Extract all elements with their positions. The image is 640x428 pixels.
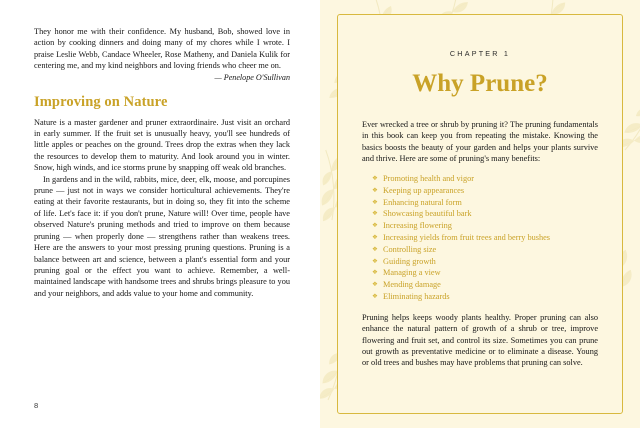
benefits-list: [362, 173, 598, 303]
list-item: ❖ Keeping up appearances: [372, 185, 598, 197]
paragraph: In gardens and in the wild, rabbits, mice, deer, elk, moose, and porcupines prune — just not in ways we consider horticultural achievements. They're eating at their favorite restaurants, but in doing so, they fit into the scheme of life. Let's face it: if you don't prune, Nature will! Over time, people have observed Nature's pruning methods and tried to improve on them because pruning — when properly done — strengthens rather than weakens trees. Here are the answers to your most pressing pruning questions. Pruning is a balance between art and science, between a plant's essential form and your pruning goal or the effect you want to achieve. Remember, a well-maintained landscape with handsome trees and shrubs brings pleasure to you and your neighbors, and adds value to your home and community.: [34, 174, 290, 298]
list-item: ❖ Mending damage: [372, 279, 598, 291]
paragraph: Nature is a master gardener and pruner extraordinaire. Just visit an orchard in early summer. If the fruit set is unusually heavy, you'll see hundreds of little apples or peaches on the ground. Trees drop the extras when they lack the resources to develop them to maturity. And look around you in winter. Snow, high winds, and ice storms prune by snapping off weak old branches.: [34, 117, 290, 173]
list-item: ❖ Promoting health and vigor: [372, 173, 598, 185]
list-item: ❖ Guiding growth: [372, 256, 598, 268]
paragraph: They honor me with their confidence. My husband, Bob, showed love in action by cooking dinners and doing many of my chores while I wrote. I praise Leslie Webb, Candace Wheeler, Rose Matheny, and Daniela Kulik for centering me, and my kind neighbors and loving friends who cheer me on.: [34, 27, 290, 71]
chapter-eyebrow: CHAPTER 1: [449, 49, 511, 58]
left-page-section-body: [34, 117, 290, 300]
list-item: ❖ Increasing yields from fruit trees and berry bushes: [372, 232, 598, 244]
chapter-title: Why Prune?: [412, 70, 548, 97]
chapter-intro-paragraph: Ever wrecked a tree or shrub by pruning it? The pruning fundamentals in this book can keep you from repeating the mistake. Knowing the basics boosts the beauty of your garden and helps your plants survive and thrive. Here are some of pruning's many benefits:: [362, 120, 598, 164]
chapter-opener-card: [337, 14, 623, 414]
list-item: ❖ Showcasing beautiful bark: [372, 208, 598, 220]
attribution: — Penelope O'Sullivan: [214, 72, 290, 82]
list-item: ❖ Controlling size: [372, 244, 598, 256]
list-item: ❖ Enhancing natural form: [372, 197, 598, 209]
list-item: ❖ Eliminating hazards: [372, 291, 598, 303]
list-item: ❖ Managing a view: [372, 267, 598, 279]
list-item: ❖ Increasing flowering: [372, 220, 598, 232]
section-heading: Improving on Nature: [34, 93, 168, 110]
page-number: 8: [34, 401, 39, 410]
right-page: [320, 0, 640, 428]
left-page-body: [34, 26, 290, 72]
chapter-closing-paragraph: Pruning helps keeps woody plants healthy. Proper pruning can also enhance the natural pattern of growth of a shrub or tree, improve flowering and fruit set, and control its size. Sometimes you can prune out growth as preventative medicine or to eliminate a disease. Young or old trees and bushes may have problems that pruning can solve.: [362, 312, 598, 368]
